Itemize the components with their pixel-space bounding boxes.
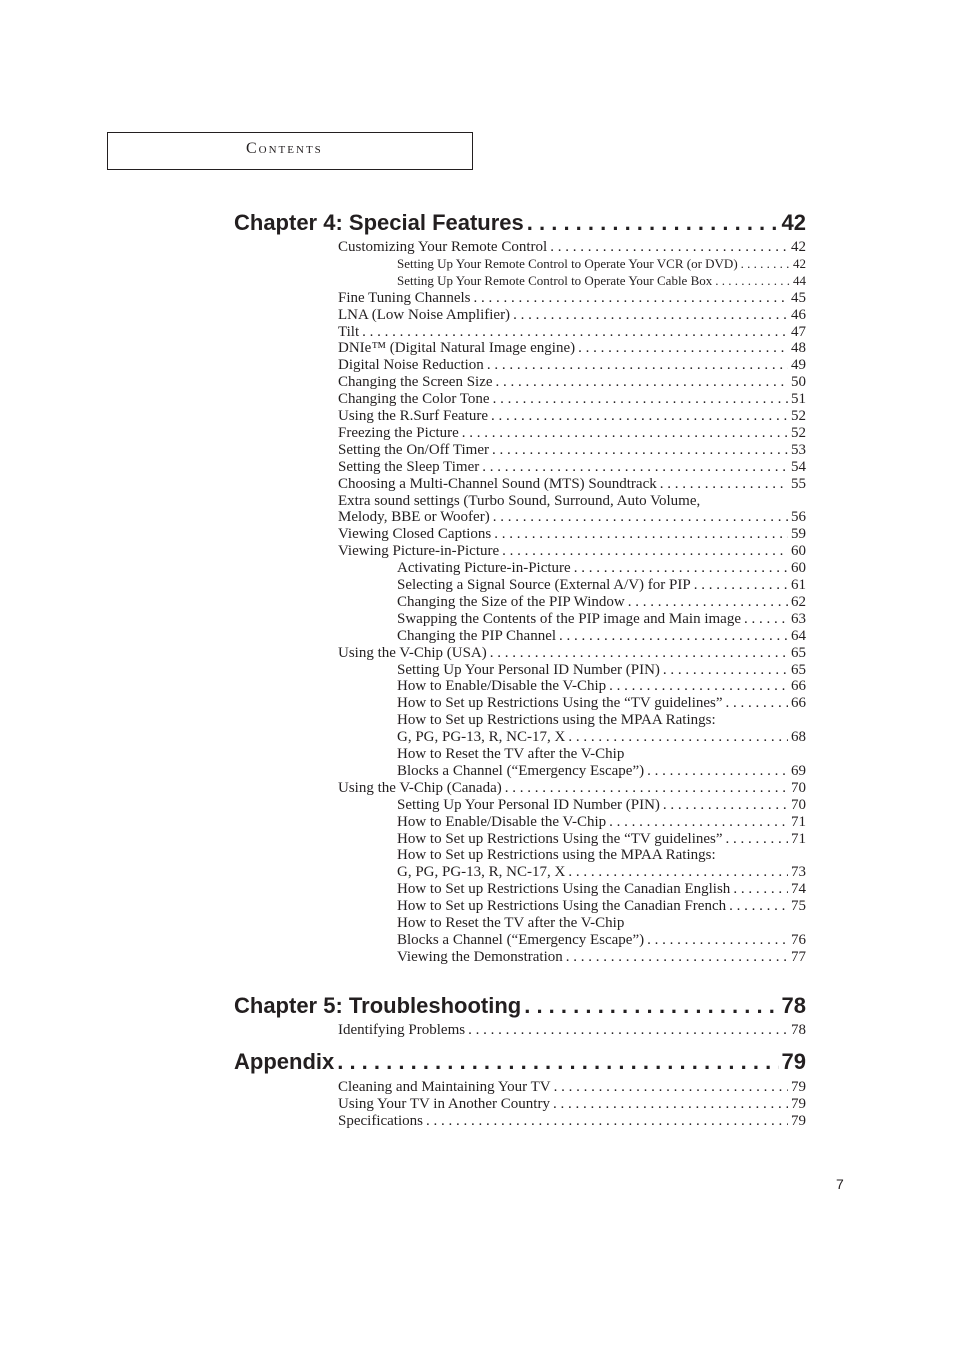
toc-entry-title: Setting Up Your Remote Control to Operate Your VCR (or DVD) xyxy=(397,255,738,271)
leader-dots xyxy=(493,391,788,408)
toc-entry-page: 70 xyxy=(791,796,806,813)
toc-entry xyxy=(338,645,806,662)
leader-dots xyxy=(492,442,788,459)
toc-entry xyxy=(397,864,806,881)
toc-entry-title: Identifying Problems xyxy=(338,1022,466,1038)
chapter-title: Appendix xyxy=(234,1049,335,1074)
toc-entry-title: How to Enable/Disable the V-Chip xyxy=(397,813,607,830)
toc-entry-page: 66 xyxy=(791,678,806,695)
leader-dots xyxy=(426,1113,788,1130)
chapter-heading xyxy=(234,210,806,240)
toc-entry xyxy=(338,425,806,442)
toc-entry xyxy=(397,814,806,831)
toc-entry-page: 66 xyxy=(791,695,806,712)
leader-dots xyxy=(474,290,788,307)
toc-entry-line: Extra sound settings (Turbo Sound, Surround, Auto Volume, xyxy=(338,492,701,509)
chapter-page: 42 xyxy=(781,210,806,235)
toc-entry xyxy=(338,476,806,493)
toc-entry-page: 76 xyxy=(791,931,806,948)
toc-entry-page: 60 xyxy=(791,560,806,577)
leader-dots xyxy=(578,340,788,357)
leader-dots xyxy=(566,949,788,966)
toc-entry-title: Blocks a Channel (“Emergency Escape”) xyxy=(397,762,645,779)
leader-dots xyxy=(468,1022,788,1039)
toc-entry-page: 79 xyxy=(791,1095,806,1112)
toc-entry-page: 68 xyxy=(791,729,806,746)
leader-dots xyxy=(744,611,788,628)
toc-entry xyxy=(397,256,806,273)
toc-entry-title: Setting the Sleep Timer xyxy=(338,458,480,475)
leader-dots xyxy=(568,864,788,881)
leader-dots xyxy=(574,560,788,577)
toc-entry xyxy=(397,560,806,577)
toc-entry xyxy=(397,273,806,290)
leader-dots xyxy=(715,273,790,289)
toc-entry-page: 51 xyxy=(791,391,806,408)
toc-entry-page: 71 xyxy=(791,813,806,830)
toc-entry-title: Customizing Your Remote Control xyxy=(338,239,548,255)
toc-entry-page: 64 xyxy=(791,627,806,644)
toc-entry xyxy=(338,391,806,408)
contents-header-label: Contents xyxy=(246,140,323,157)
toc-entry-page: 74 xyxy=(791,881,806,898)
toc-entry-title: Setting Up Your Personal ID Number (PIN) xyxy=(397,796,660,813)
toc-entry-line: How to Reset the TV after the V-Chip xyxy=(397,915,625,931)
toc-entry xyxy=(338,340,806,357)
toc-entry-page: 70 xyxy=(791,779,806,796)
toc-entry-title: Changing the Color Tone xyxy=(338,391,490,408)
toc-entry-title: Changing the Size of the PIP Window xyxy=(397,593,625,610)
toc-entry xyxy=(338,543,806,560)
leader-dots xyxy=(482,459,788,476)
leader-dots xyxy=(628,594,788,611)
toc-entry xyxy=(338,324,806,341)
leader-dots xyxy=(487,357,788,374)
toc-entry xyxy=(338,509,806,526)
toc-entry-title: Blocks a Channel (“Emergency Escape”) xyxy=(397,931,645,948)
leader-dots xyxy=(609,814,788,831)
toc-entry-page: 77 xyxy=(791,948,806,965)
toc-entry-page: 61 xyxy=(791,577,806,593)
toc-entry-page: 48 xyxy=(791,340,806,357)
toc-entry-page: 49 xyxy=(791,357,806,374)
toc-entry-page: 65 xyxy=(791,661,806,678)
toc-entry-line: How to Set up Restrictions using the MPAA Ratings: xyxy=(397,847,716,864)
leader-dots xyxy=(647,763,788,780)
toc-entry xyxy=(397,611,806,628)
leader-dots xyxy=(663,797,788,814)
toc-entry xyxy=(397,662,806,679)
toc-entry-title: G, PG, PG-13, R, NC-17, X xyxy=(397,729,566,746)
toc-entry-title: DNIe™ (Digital Natural Image engine) xyxy=(338,340,576,357)
toc-entry-title: Tilt xyxy=(338,323,360,340)
toc-entry-page: 79 xyxy=(791,1079,806,1095)
toc-entry xyxy=(338,780,806,797)
leader-dots xyxy=(524,993,778,1019)
leader-dots xyxy=(733,881,788,898)
toc-entry xyxy=(397,678,806,695)
leader-dots xyxy=(494,526,788,543)
toc-entry-title: LNA (Low Noise Amplifier) xyxy=(338,306,511,323)
toc-entry xyxy=(397,949,806,966)
chapter-heading xyxy=(234,1049,806,1079)
toc-entry xyxy=(397,729,806,746)
chapter-title: Chapter 5: Troubleshooting xyxy=(234,993,522,1018)
toc-entry xyxy=(397,594,806,611)
toc-entry-title: Digital Noise Reduction xyxy=(338,357,484,374)
toc-entry-page: 56 xyxy=(791,509,806,526)
toc-entry-title: Changing the Screen Size xyxy=(338,374,493,391)
leader-dots xyxy=(554,1079,788,1096)
toc-entry-title: Fine Tuning Channels xyxy=(338,289,471,306)
toc-entry-page: 73 xyxy=(791,864,806,881)
chapter-page: 79 xyxy=(781,1049,806,1074)
leader-dots xyxy=(726,831,788,848)
toc-entry-page: 46 xyxy=(791,306,806,323)
leader-dots xyxy=(729,898,788,915)
leader-dots xyxy=(496,374,788,391)
toc-entry-page: 53 xyxy=(791,441,806,458)
toc-entry-title: How to Enable/Disable the V-Chip xyxy=(397,678,607,695)
toc-entry xyxy=(397,831,806,848)
toc-entry-title: Using Your TV in Another Country xyxy=(338,1095,550,1112)
toc-entry-title: Using the V-Chip (Canada) xyxy=(338,779,502,796)
toc-entry xyxy=(338,526,806,543)
toc-entry-title: Specifications xyxy=(338,1112,423,1129)
toc-entry-page: 47 xyxy=(791,323,806,340)
toc-entry xyxy=(338,459,806,476)
toc-entry-page: 62 xyxy=(791,593,806,610)
leader-dots xyxy=(490,645,788,662)
toc-entry-page: 44 xyxy=(793,272,806,288)
toc-entry-title: Activating Picture-in-Picture xyxy=(397,560,571,577)
leader-dots xyxy=(663,662,788,679)
toc-entry-page: 79 xyxy=(791,1112,806,1129)
toc-entry-page: 55 xyxy=(791,475,806,492)
leader-dots xyxy=(660,476,788,493)
toc-entry xyxy=(338,307,806,324)
toc-entry-title: Using the R.Surf Feature xyxy=(338,408,488,424)
toc-entry xyxy=(338,1079,806,1096)
toc-entry xyxy=(338,290,806,307)
toc-entry-title: How to Set up Restrictions Using the “TV guidelines” xyxy=(397,695,723,712)
toc-entry xyxy=(397,763,806,780)
toc-entry-page: 59 xyxy=(791,526,806,543)
toc-entry-page: 50 xyxy=(791,374,806,391)
toc-entry xyxy=(338,1096,806,1113)
leader-dots xyxy=(493,509,788,526)
toc-entry xyxy=(338,239,806,256)
chapter-title: Chapter 4: Special Features xyxy=(234,210,524,235)
leader-dots xyxy=(527,210,779,236)
toc-entry-page: 45 xyxy=(791,289,806,306)
page-number: 7 xyxy=(836,1176,844,1192)
toc-entry-title: Viewing the Demonstration xyxy=(397,948,563,965)
toc-entry-page: 63 xyxy=(791,610,806,627)
toc-entry xyxy=(338,374,806,391)
toc-entry-title: Selecting a Signal Source (External A/V) for PIP xyxy=(397,577,691,593)
leader-dots xyxy=(491,408,788,425)
toc-entry xyxy=(338,1113,806,1130)
toc-entry xyxy=(338,408,806,425)
leader-dots xyxy=(741,256,790,272)
toc-entry xyxy=(397,628,806,645)
leader-dots xyxy=(694,577,788,594)
toc-entry-page: 65 xyxy=(791,644,806,661)
toc-entry xyxy=(397,932,806,949)
toc-entry-title: Swapping the Contents of the PIP image and Main image xyxy=(397,610,741,627)
chapter-heading xyxy=(234,993,806,1023)
leader-dots xyxy=(502,543,788,560)
toc-entry-title: Viewing Picture-in-Picture xyxy=(338,543,500,560)
toc-entry xyxy=(397,898,806,915)
toc-entry-page: 60 xyxy=(791,543,806,560)
toc-entry-page: 78 xyxy=(791,1022,806,1038)
toc-entry-page: 75 xyxy=(791,898,806,915)
toc-entry-page: 52 xyxy=(791,408,806,424)
toc-entry-line: How to Reset the TV after the V-Chip xyxy=(397,746,625,762)
toc-entry-title: Using the V-Chip (USA) xyxy=(338,644,487,661)
leader-dots xyxy=(553,1096,788,1113)
toc-entry-title: Setting the On/Off Timer xyxy=(338,441,489,458)
toc-entry-title: Changing the PIP Channel xyxy=(397,627,557,644)
leader-dots xyxy=(337,1049,778,1075)
toc-entry xyxy=(338,442,806,459)
leader-dots xyxy=(609,678,788,695)
leader-dots xyxy=(568,729,788,746)
toc-entry xyxy=(397,797,806,814)
toc-entry-page: 42 xyxy=(793,255,806,271)
toc-entry-page: 71 xyxy=(791,830,806,847)
toc-entry-title: Setting Up Your Remote Control to Operate Your Cable Box xyxy=(397,272,713,288)
leader-dots xyxy=(726,695,788,712)
toc-entry xyxy=(397,695,806,712)
leader-dots xyxy=(647,932,788,949)
leader-dots xyxy=(462,425,788,442)
leader-dots xyxy=(513,307,788,324)
toc-entry-title: G, PG, PG-13, R, NC-17, X xyxy=(397,864,566,881)
toc-entry-title: Setting Up Your Personal ID Number (PIN) xyxy=(397,661,660,678)
leader-dots xyxy=(550,239,788,256)
toc-entry xyxy=(397,577,806,594)
chapter-page: 78 xyxy=(781,993,806,1018)
toc-entry xyxy=(338,357,806,374)
toc-entry-page: 54 xyxy=(791,458,806,475)
toc-entry xyxy=(338,1022,806,1039)
toc-entry-page: 42 xyxy=(791,239,806,255)
toc-entry-title: Choosing a Multi-Channel Sound (MTS) Soundtrack xyxy=(338,475,657,492)
toc-entry-title: Viewing Closed Captions xyxy=(338,526,492,543)
toc-entry-line: How to Set up Restrictions using the MPAA Ratings: xyxy=(397,712,716,729)
leader-dots xyxy=(505,780,788,797)
toc-entry-page: 52 xyxy=(791,424,806,441)
toc-entry-title: How to Set up Restrictions Using the Canadian English xyxy=(397,881,731,898)
toc-entry-page: 69 xyxy=(791,762,806,779)
toc-entry-title: How to Set up Restrictions Using the Canadian French xyxy=(397,898,727,915)
toc-entry xyxy=(397,881,806,898)
leader-dots xyxy=(362,324,788,341)
toc-entry-title: Melody, BBE or Woofer) xyxy=(338,509,490,526)
toc-entry-title: Cleaning and Maintaining Your TV xyxy=(338,1079,551,1095)
toc-entry-title: Freezing the Picture xyxy=(338,424,459,441)
toc-entry-title: How to Set up Restrictions Using the “TV guidelines” xyxy=(397,830,723,847)
leader-dots xyxy=(559,628,788,645)
